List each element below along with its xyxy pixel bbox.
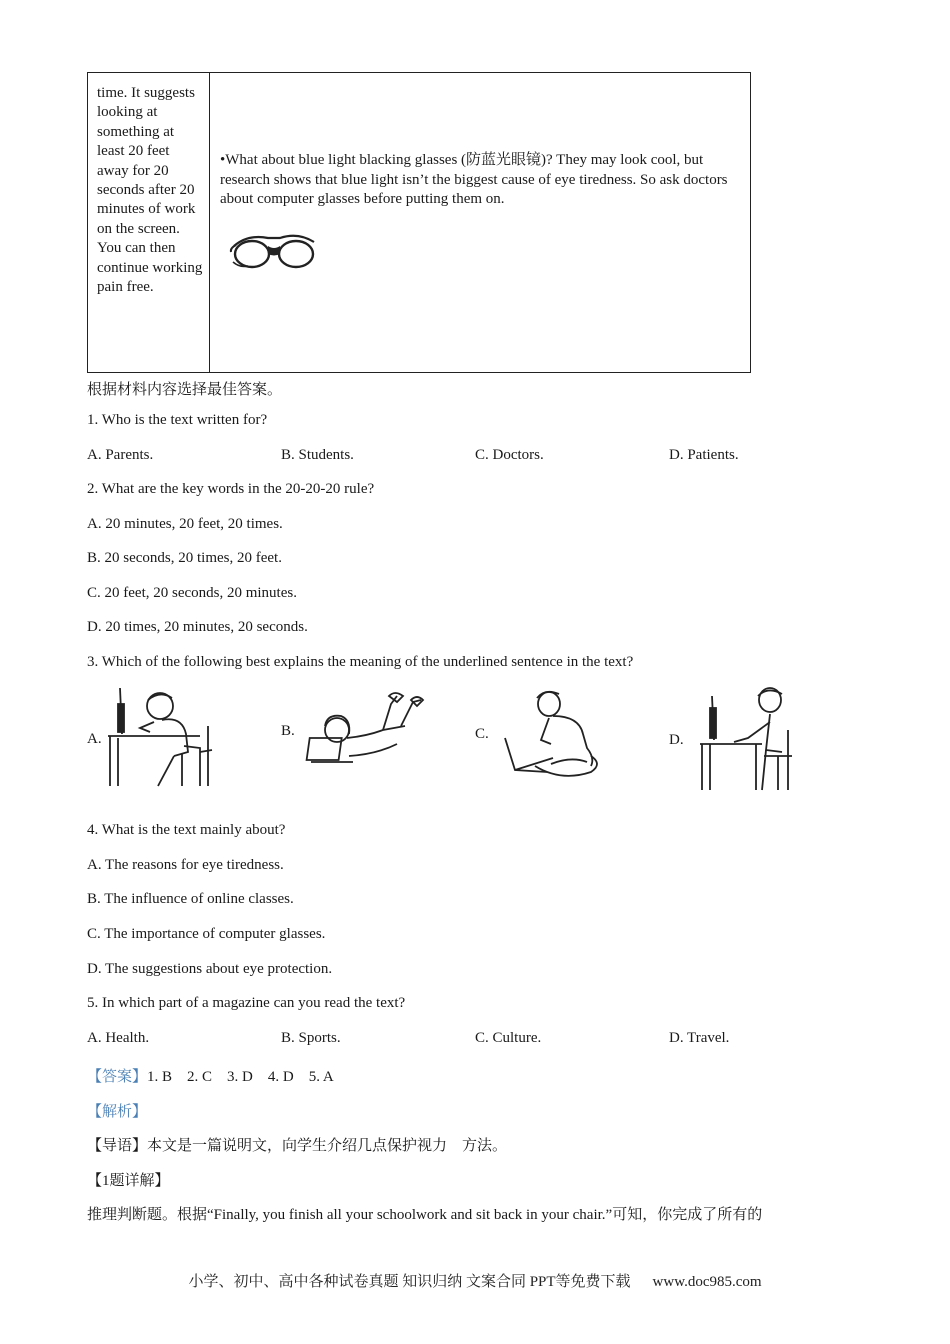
q3-option-a[interactable]	[87, 686, 216, 792]
q1-detail-heading: 【1题详解】	[87, 1173, 170, 1189]
q5-option-a[interactable]: A. Health.	[87, 1030, 150, 1046]
material-table	[87, 72, 751, 373]
q2-option-d[interactable]: D. 20 times, 20 minutes, 20 seconds.	[87, 619, 308, 635]
footer-text: 小学、初中、高中各种试卷真题 知识归纳 文案合同 PPT等免费下载	[188, 1274, 631, 1290]
person-upright-laptop-icon	[104, 686, 216, 792]
q4-option-d[interactable]: D. The suggestions about eye protection.	[87, 961, 333, 977]
q4-option-a[interactable]: A. The reasons for eye tiredness.	[87, 857, 284, 873]
table-right-cell	[210, 73, 750, 372]
guide-text: 本文是一篇说明文，向学生介绍几点保护视力 方法。	[147, 1138, 508, 1154]
q2-option-b[interactable]: B. 20 seconds, 20 times, 20 feet.	[87, 550, 282, 566]
answer-line	[87, 1065, 334, 1086]
question-3: 3. Which of the following best explains the meaning of the underlined sentence in the text?	[87, 654, 634, 670]
footer-site-link[interactable]: www.doc985.com	[652, 1274, 762, 1290]
question-1: 1. Who is the text written for?	[87, 412, 268, 428]
table-left-cell: time. It suggests looking at something at least 20 feet away for 20 seconds after 20 minutes of work on the screen. You can then continue working pain free.	[88, 73, 210, 372]
instruction: 根据材料内容选择最佳答案。	[87, 382, 283, 398]
q3-option-d[interactable]	[669, 686, 796, 794]
glasses-icon	[228, 224, 318, 279]
q4-option-b[interactable]: B. The influence of online classes.	[87, 891, 294, 907]
q1-option-c[interactable]: C. Doctors.	[475, 447, 544, 463]
man-floor-laptop-icon	[491, 686, 609, 782]
page-footer	[0, 1270, 950, 1291]
question-5: 5. In which part of a magazine can you read the text?	[87, 995, 406, 1011]
q3-option-c-label: C.	[475, 725, 489, 742]
answer-text: 1. B 2. C 3. D 4. D 5. A	[147, 1069, 334, 1085]
q3-option-c[interactable]	[475, 686, 609, 782]
guide-line	[87, 1134, 507, 1155]
answer-tag: 【答案】	[87, 1069, 148, 1085]
question-4: 4. What is the text mainly about?	[87, 822, 286, 838]
q5-option-d[interactable]: D. Travel.	[669, 1030, 730, 1046]
q1-option-a[interactable]: A. Parents.	[87, 447, 154, 463]
q3-option-b-label: B.	[281, 722, 295, 739]
q3-option-b[interactable]	[281, 686, 425, 776]
girl-lying-laptop-icon	[297, 686, 425, 776]
q3-option-d-label: D.	[669, 731, 684, 748]
guide-tag: 【导语】	[87, 1138, 148, 1154]
q5-option-c[interactable]: C. Culture.	[475, 1030, 542, 1046]
analysis-tag: 【解析】	[87, 1104, 148, 1120]
q3-option-a-label: A.	[87, 730, 102, 747]
q5-option-b[interactable]: B. Sports.	[281, 1030, 341, 1046]
q2-option-a[interactable]: A. 20 minutes, 20 feet, 20 times.	[87, 516, 283, 532]
boy-desk-computer-icon	[686, 686, 796, 794]
reasoning-text: 推理判断题。根据“Finally, you finish all your schoolwork and sit back in your chair.”可知，你完成了所有的	[87, 1207, 763, 1223]
q4-option-c[interactable]: C. The importance of computer glasses.	[87, 926, 326, 942]
blue-light-paragraph: •What about blue light blacking glasses (防蓝光眼镜)? They may look cool, but research shows that blue light isn’t the biggest cause of eye tiredness. So ask doctors about computer glasses before putting them on.	[220, 152, 728, 207]
q1-option-b[interactable]: B. Students.	[281, 447, 354, 463]
question-2: 2. What are the key words in the 20-20-20 rule?	[87, 481, 375, 497]
q2-option-c[interactable]: C. 20 feet, 20 seconds, 20 minutes.	[87, 585, 297, 601]
q1-option-d[interactable]: D. Patients.	[669, 447, 739, 463]
